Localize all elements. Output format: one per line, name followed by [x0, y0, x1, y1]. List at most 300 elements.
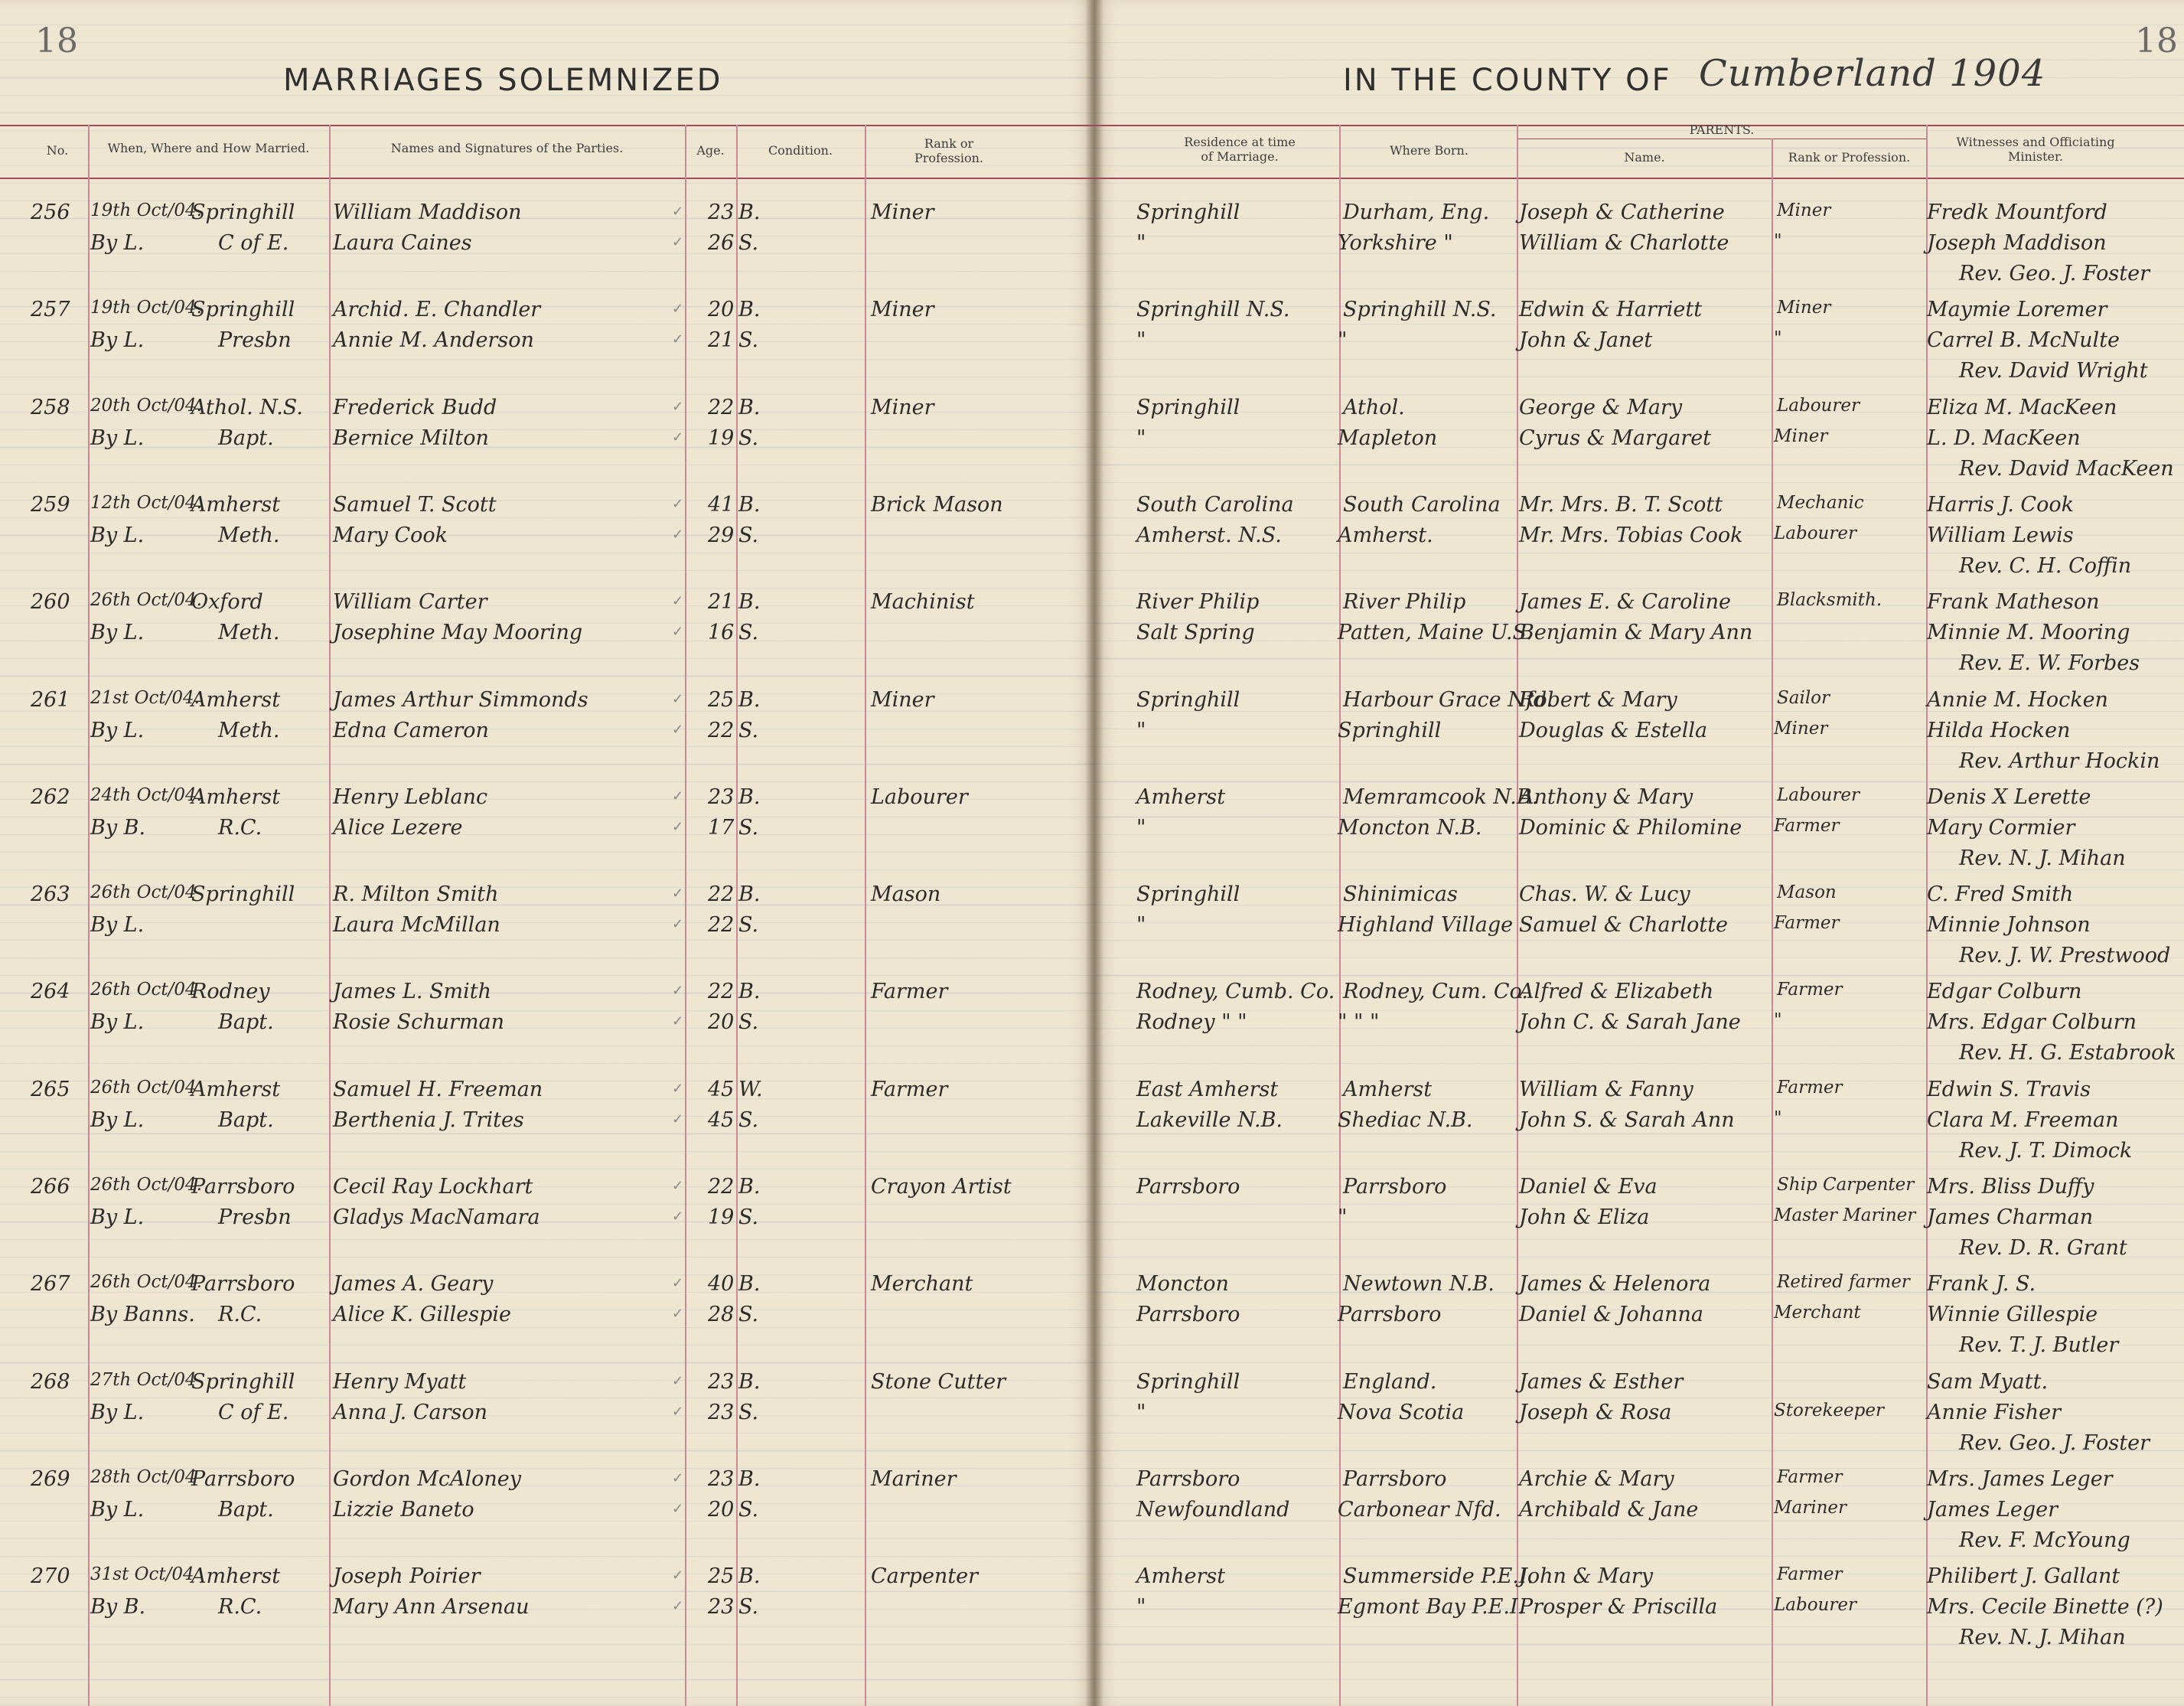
- bride-residence: Amherst. N.S.: [1136, 523, 1282, 547]
- bride-age: 20: [708, 1010, 735, 1035]
- marriage-place: Rodney: [191, 980, 270, 1004]
- col-rule: [1772, 139, 1773, 1706]
- groom-residence: Springhill: [1136, 201, 1240, 224]
- groom-name: R. Milton Smith: [333, 882, 499, 907]
- groom-residence: Springhill: [1136, 1369, 1240, 1394]
- bride-parents-rank: Labourer: [1774, 1595, 1856, 1616]
- witness-1: Fredk Mountford: [1927, 201, 2107, 224]
- groom-parents: Robert & Mary: [1519, 687, 1677, 712]
- groom-parents: James & Esther: [1519, 1369, 1684, 1394]
- denomination: Bapt.: [218, 1497, 274, 1522]
- col-rule: [1517, 125, 1518, 1706]
- groom-parents: James E. & Caroline: [1519, 590, 1731, 615]
- bride-condition: S.: [738, 328, 759, 353]
- bride-name: Laura McMillan: [333, 913, 500, 938]
- groom-parents: Archie & Mary: [1519, 1466, 1674, 1491]
- officiating-minister: Rev. F. McYoung: [1959, 1528, 2130, 1552]
- bride-parents-rank: Miner: [1774, 718, 1828, 739]
- witness-1: Maymie Loremer: [1927, 298, 2107, 322]
- book-gutter: [1085, 0, 1103, 1706]
- marriage-method: By L.: [90, 328, 145, 353]
- entry-number: 261: [31, 687, 70, 712]
- marriage-date: 12th Oct/04.: [90, 492, 202, 513]
- check-mark-icon: ✓: [672, 788, 684, 804]
- groom-name: William Carter: [333, 590, 487, 615]
- check-mark-icon: ✓: [672, 1567, 684, 1584]
- bride-parents: Archibald & Jane: [1519, 1497, 1699, 1522]
- bride-condition: S.: [738, 913, 759, 938]
- groom-birthplace: Harbour Grace Nfd.: [1343, 687, 1553, 712]
- bride-condition: S.: [738, 718, 759, 742]
- entry-number: 269: [31, 1466, 70, 1491]
- witness-1: Sam Myatt.: [1927, 1369, 2049, 1394]
- bride-condition: S.: [738, 1400, 759, 1424]
- bride-condition: S.: [738, 523, 759, 547]
- entry-number: 268: [31, 1369, 70, 1394]
- profession: Miner: [871, 687, 934, 712]
- officiating-minister: Rev. J. T. Dimock: [1959, 1138, 2133, 1163]
- entry-number: 258: [31, 395, 70, 419]
- col-rule: [329, 125, 331, 1706]
- marriage-place: Parrsboro: [191, 1466, 295, 1491]
- witness-2: William Lewis: [1927, 523, 2074, 547]
- bride-parents-rank: Farmer: [1774, 815, 1840, 836]
- groom-residence: Amherst: [1136, 1564, 1226, 1589]
- marriage-method: By Banns.: [90, 1303, 195, 1327]
- officiating-minister: Rev. N. J. Mihan: [1959, 846, 2126, 870]
- entry-number: 257: [31, 298, 70, 322]
- header-no: No.: [46, 143, 69, 158]
- bride-condition: S.: [738, 815, 759, 840]
- bride-age: 17: [708, 815, 735, 840]
- bride-condition: S.: [738, 1497, 759, 1522]
- check-mark-icon: ✓: [672, 818, 684, 835]
- bride-parents-rank: ": [1774, 1010, 1782, 1031]
- bride-condition: S.: [738, 1595, 759, 1620]
- denomination: R.C.: [218, 815, 262, 840]
- bride-age: 23: [708, 1400, 735, 1424]
- bride-name: Gladys MacNamara: [333, 1205, 540, 1229]
- denomination: Meth.: [218, 621, 280, 645]
- groom-condition: B.: [738, 784, 761, 809]
- marriage-method: By B.: [90, 1595, 146, 1620]
- denomination: R.C.: [218, 1595, 262, 1620]
- bride-parents-rank: Farmer: [1774, 913, 1840, 934]
- groom-condition: B.: [738, 590, 761, 615]
- marriage-method: By L.: [90, 913, 145, 938]
- profession: Mariner: [871, 1466, 957, 1491]
- bride-parents: Joseph & Rosa: [1519, 1400, 1672, 1424]
- groom-parents-rank: Labourer: [1777, 784, 1860, 805]
- witness-2: Mrs. Edgar Colburn: [1927, 1010, 2137, 1035]
- denomination: R.C.: [218, 1303, 262, 1327]
- bride-age: 19: [708, 426, 735, 450]
- profession: Mason: [871, 882, 941, 907]
- check-mark-icon: ✓: [672, 495, 684, 512]
- denomination: Presbn: [218, 1205, 292, 1229]
- bride-residence: Parrsboro: [1136, 1303, 1240, 1327]
- denomination: Presbn: [218, 328, 292, 353]
- bride-name: Lizzie Baneto: [333, 1497, 474, 1522]
- profession: Miner: [871, 298, 934, 322]
- check-mark-icon: ✓: [672, 1080, 684, 1097]
- entry-number: 260: [31, 590, 70, 615]
- witness-1: Eliza M. MacKeen: [1927, 395, 2117, 419]
- denomination: Meth.: [218, 718, 280, 742]
- officiating-minister: Rev. N. J. Mihan: [1959, 1626, 2126, 1650]
- groom-residence: Springhill: [1136, 882, 1240, 907]
- bride-age: 20: [708, 1497, 735, 1522]
- groom-residence: Parrsboro: [1136, 1175, 1240, 1199]
- groom-name: James Arthur Simmonds: [333, 687, 588, 712]
- witness-1: C. Fred Smith: [1927, 882, 2074, 907]
- marriage-place: Springhill: [191, 1369, 295, 1394]
- profession: Farmer: [871, 980, 948, 1004]
- witness-2: Mrs. Cecile Binette (?): [1927, 1595, 2163, 1620]
- groom-parents-rank: Mechanic: [1777, 492, 1864, 513]
- check-mark-icon: ✓: [672, 1209, 684, 1225]
- marriage-place: Amherst: [191, 784, 281, 809]
- bride-parents-rank: Labourer: [1774, 523, 1856, 543]
- profession: Farmer: [871, 1077, 948, 1101]
- bride-age: 29: [708, 523, 735, 547]
- witness-2: James Leger: [1927, 1497, 2059, 1522]
- profession: Merchant: [871, 1272, 973, 1297]
- profession: Miner: [871, 201, 934, 224]
- denomination: C of E.: [218, 231, 289, 255]
- groom-name: Henry Leblanc: [333, 784, 488, 809]
- officiating-minister: Rev. David MacKeen: [1959, 456, 2174, 481]
- bride-parents: Dominic & Philomine: [1519, 815, 1742, 840]
- marriage-date: 26th Oct/04: [90, 882, 197, 903]
- marriage-method: By B.: [90, 815, 146, 840]
- marriage-place: Athol. N.S.: [191, 395, 303, 419]
- bride-age: 21: [708, 328, 735, 353]
- groom-parents: James & Helenora: [1519, 1272, 1711, 1297]
- bride-birthplace: Mapleton: [1338, 426, 1438, 450]
- groom-name: James A. Geary: [333, 1272, 494, 1297]
- witness-1: Mrs. James Leger: [1927, 1466, 2113, 1491]
- denomination: Bapt.: [218, 1107, 274, 1132]
- officiating-minister: Rev. Geo. J. Foster: [1959, 262, 2150, 285]
- witness-1: Philibert J. Gallant: [1927, 1564, 2120, 1589]
- marriage-method: By L.: [90, 426, 145, 450]
- marriage-method: By L.: [90, 523, 145, 547]
- groom-condition: W.: [738, 1077, 763, 1101]
- bride-name: Bernice Milton: [333, 426, 489, 450]
- groom-condition: B.: [738, 1369, 761, 1394]
- bride-parents-rank: ": [1774, 328, 1782, 349]
- groom-parents-rank: Labourer: [1777, 395, 1860, 416]
- entry-number: 270: [31, 1564, 70, 1589]
- bride-birthplace: ": [1338, 1205, 1348, 1229]
- witness-2: Clara M. Freeman: [1927, 1107, 2119, 1132]
- witness-2: Winnie Gillespie: [1927, 1303, 2098, 1327]
- check-mark-icon: ✓: [672, 916, 684, 933]
- groom-residence: South Carolina: [1136, 492, 1294, 517]
- marriage-method: By L.: [90, 1010, 145, 1035]
- header-age: Age.: [696, 143, 725, 158]
- witness-2: Hilda Hocken: [1927, 718, 2071, 742]
- groom-parents-rank: Farmer: [1777, 1564, 1843, 1585]
- profession: Stone Cutter: [871, 1369, 1006, 1394]
- check-mark-icon: ✓: [672, 204, 684, 220]
- groom-parents: Alfred & Elizabeth: [1519, 980, 1714, 1004]
- groom-birthplace: Athol.: [1343, 395, 1405, 419]
- bride-parents: Douglas & Estella: [1519, 718, 1708, 742]
- bride-name: Alice Lezere: [333, 815, 463, 840]
- groom-parents: William & Fanny: [1519, 1077, 1693, 1101]
- witness-2: L. D. MacKeen: [1927, 426, 2081, 450]
- groom-parents-rank: Miner: [1777, 201, 1831, 220]
- bride-age: 26: [708, 231, 735, 255]
- groom-age: 25: [708, 687, 735, 712]
- bride-age: 45: [708, 1107, 735, 1132]
- check-mark-icon: ✓: [672, 1111, 684, 1127]
- bride-name: Josephine May Mooring: [333, 621, 583, 645]
- groom-condition: B.: [738, 298, 761, 322]
- bride-residence: ": [1136, 815, 1146, 840]
- bride-name: Mary Cook: [333, 523, 448, 547]
- groom-birthplace: South Carolina: [1343, 492, 1501, 517]
- check-mark-icon: ✓: [672, 398, 684, 415]
- groom-condition: B.: [738, 980, 761, 1004]
- groom-birthplace: Parrsboro: [1343, 1175, 1447, 1199]
- bride-name: Edna Cameron: [333, 718, 489, 742]
- check-mark-icon: ✓: [672, 1013, 684, 1030]
- bride-birthplace: Carbonear Nfd.: [1338, 1497, 1501, 1522]
- bride-age: 23: [708, 1595, 735, 1620]
- entry-number: 263: [31, 882, 70, 907]
- groom-name: Samuel T. Scott: [333, 492, 497, 517]
- marriage-date: 21st Oct/04.: [90, 687, 200, 708]
- bride-condition: S.: [738, 231, 759, 255]
- groom-name: Samuel H. Freeman: [333, 1077, 543, 1101]
- groom-condition: B.: [738, 687, 761, 712]
- groom-birthplace: England.: [1343, 1369, 1437, 1394]
- groom-age: 41: [708, 492, 735, 517]
- marriage-place: Amherst: [191, 492, 281, 517]
- bride-parents-rank: Miner: [1774, 426, 1828, 446]
- profession: Machinist: [871, 590, 975, 615]
- groom-name: Henry Myatt: [333, 1369, 467, 1394]
- groom-parents-rank: Farmer: [1777, 980, 1843, 1000]
- groom-parents: Joseph & Catherine: [1519, 201, 1725, 224]
- marriage-date: 20th Oct/04.: [90, 395, 202, 416]
- marriage-method: By L.: [90, 1205, 145, 1229]
- entry-number: 265: [31, 1077, 70, 1101]
- marriage-date: 31st Oct/04: [90, 1564, 194, 1585]
- check-mark-icon: ✓: [672, 983, 684, 1000]
- bride-residence: ": [1136, 718, 1146, 742]
- groom-age: 45: [708, 1077, 735, 1101]
- bride-residence: Lakeville N.B.: [1136, 1107, 1283, 1132]
- header-parents: PARENTS.: [1689, 122, 1755, 137]
- groom-residence: East Amherst: [1136, 1077, 1279, 1101]
- witness-1: Frank J. S.: [1927, 1272, 2036, 1297]
- groom-parents-rank: Ship Carpenter: [1777, 1175, 1915, 1195]
- groom-name: Joseph Poirier: [333, 1564, 481, 1589]
- header-parents-rank: Rank or Profession.: [1788, 150, 1911, 165]
- groom-age: 22: [708, 1175, 735, 1199]
- groom-parents: Chas. W. & Lucy: [1519, 882, 1690, 907]
- check-mark-icon: ✓: [672, 301, 684, 318]
- bride-name: Mary Ann Arsenau: [333, 1595, 530, 1620]
- marriage-method: By L.: [90, 621, 145, 645]
- check-mark-icon: ✓: [672, 1598, 684, 1615]
- check-mark-icon: ✓: [672, 526, 684, 543]
- bride-residence: ": [1136, 426, 1146, 450]
- witness-2: Carrel B. McNulte: [1927, 328, 2120, 353]
- witness-1: Edgar Colburn: [1927, 980, 2082, 1004]
- groom-age: 22: [708, 980, 735, 1004]
- groom-condition: B.: [738, 1564, 761, 1589]
- check-mark-icon: ✓: [672, 1178, 684, 1194]
- marriage-date: 26th Oct/04.: [90, 590, 202, 611]
- groom-age: 22: [708, 395, 735, 419]
- officiating-minister: Rev. T. J. Butler: [1959, 1333, 2119, 1358]
- profession: Miner: [871, 395, 934, 419]
- bride-residence: ": [1136, 1400, 1146, 1424]
- col-rule: [736, 125, 738, 1706]
- entry-number: 256: [31, 201, 70, 224]
- bride-condition: S.: [738, 1303, 759, 1327]
- witness-2: Minnie Johnson: [1927, 913, 2091, 938]
- marriage-place: Parrsboro: [191, 1175, 295, 1199]
- check-mark-icon: ✓: [672, 429, 684, 445]
- marriage-place: Amherst: [191, 1564, 281, 1589]
- entry-number: 266: [31, 1175, 70, 1199]
- groom-name: James L. Smith: [333, 980, 492, 1004]
- groom-birthplace: Amherst: [1343, 1077, 1433, 1101]
- header-names: Names and Signatures of the Parties.: [390, 141, 624, 155]
- bride-parents: Prosper & Priscilla: [1519, 1595, 1718, 1620]
- profession: Crayon Artist: [871, 1175, 1012, 1199]
- groom-condition: B.: [738, 395, 761, 419]
- bride-condition: S.: [738, 426, 759, 450]
- col-rule: [865, 125, 866, 1706]
- groom-age: 25: [708, 1564, 735, 1589]
- check-mark-icon: ✓: [672, 1372, 684, 1389]
- bride-parents: John & Janet: [1519, 328, 1653, 353]
- groom-name: Archid. E. Chandler: [333, 298, 541, 322]
- groom-residence: Springhill: [1136, 395, 1240, 419]
- groom-age: 22: [708, 882, 735, 907]
- groom-parents-rank: Farmer: [1777, 1077, 1843, 1098]
- header-condition: Condition.: [768, 143, 833, 158]
- check-mark-icon: ✓: [672, 234, 684, 250]
- profession: Brick Mason: [871, 492, 1003, 517]
- right-page-title: IN THE COUNTY OF: [1343, 63, 1672, 98]
- witness-2: Mary Cormier: [1927, 815, 2075, 840]
- bride-residence: ": [1136, 328, 1146, 353]
- marriage-date: 26th Oct/04: [90, 980, 197, 1000]
- groom-age: 21: [708, 590, 735, 615]
- entry-number: 264: [31, 980, 70, 1004]
- marriage-place: Oxford: [191, 590, 263, 615]
- marriage-date: 26th Oct/04.: [90, 1272, 202, 1293]
- groom-birthplace: Summerside P.E.I.: [1343, 1564, 1534, 1589]
- witness-1: Mrs. Bliss Duffy: [1927, 1175, 2094, 1199]
- denomination: Bapt.: [218, 1010, 274, 1035]
- groom-parents-rank: Sailor: [1777, 687, 1830, 708]
- witness-1: Frank Matheson: [1927, 590, 2100, 615]
- groom-name: William Maddison: [333, 201, 522, 224]
- groom-birthplace: Parrsboro: [1343, 1466, 1447, 1491]
- marriage-date: 26th Oct/04: [90, 1077, 197, 1098]
- groom-condition: B.: [738, 201, 761, 224]
- marriage-method: By L.: [90, 1497, 145, 1522]
- witness-1: Denis X Lerette: [1927, 784, 2091, 809]
- groom-age: 23: [708, 1369, 735, 1394]
- check-mark-icon: ✓: [672, 593, 684, 610]
- bride-age: 19: [708, 1205, 735, 1229]
- groom-parents-rank: Retired farmer: [1777, 1272, 1910, 1293]
- groom-parents: Daniel & Eva: [1519, 1175, 1658, 1199]
- groom-parents: Edwin & Harriett: [1519, 298, 1703, 322]
- bride-residence: ": [1136, 231, 1146, 255]
- bride-parents: John S. & Sarah Ann: [1519, 1107, 1735, 1132]
- groom-parents-rank: Mason: [1777, 882, 1837, 903]
- witness-1: Edwin S. Travis: [1927, 1077, 2091, 1101]
- bride-birthplace: ": [1338, 328, 1348, 353]
- groom-age: 23: [708, 784, 735, 809]
- bride-birthplace: Egmont Bay P.E.I.: [1338, 1595, 1525, 1620]
- marriage-place: Amherst: [191, 687, 281, 712]
- marriage-method: By L.: [90, 1400, 145, 1424]
- bride-parents: John C. & Sarah Jane: [1519, 1010, 1741, 1035]
- marriage-date: 19th Oct/04.: [90, 298, 202, 318]
- groom-age: 23: [708, 1466, 735, 1491]
- bride-birthplace: Yorkshire ": [1338, 231, 1453, 255]
- check-mark-icon: ✓: [672, 1306, 684, 1323]
- bride-age: 22: [708, 913, 735, 938]
- witness-2: James Charman: [1927, 1205, 2094, 1229]
- header-bottom-rule: [0, 178, 2184, 179]
- bride-residence: Rodney " ": [1136, 1010, 1247, 1035]
- groom-birthplace: River Philip: [1343, 590, 1466, 615]
- bride-parents: William & Charlotte: [1519, 231, 1729, 255]
- groom-parents-rank: Blacksmith.: [1777, 590, 1882, 611]
- bride-residence: ": [1136, 1595, 1146, 1620]
- witness-2: Joseph Maddison: [1927, 231, 2107, 255]
- groom-parents-rank: Miner: [1777, 298, 1831, 318]
- profession: Carpenter: [871, 1564, 979, 1589]
- bride-age: 22: [708, 718, 735, 742]
- check-mark-icon: ✓: [672, 331, 684, 348]
- marriage-place: Amherst: [191, 1077, 281, 1101]
- marriage-method: By L.: [90, 1107, 145, 1132]
- groom-condition: B.: [738, 882, 761, 907]
- bride-parents: Samuel & Charlotte: [1519, 913, 1729, 938]
- bride-parents: Cyrus & Margaret: [1519, 426, 1712, 450]
- officiating-minister: Rev. E. W. Forbes: [1959, 651, 2140, 676]
- witness-2: Minnie M. Mooring: [1927, 621, 2130, 645]
- bride-parents-rank: Merchant: [1774, 1303, 1861, 1323]
- bride-condition: S.: [738, 1205, 759, 1229]
- bride-birthplace: Amherst.: [1338, 523, 1433, 547]
- groom-residence: River Philip: [1136, 590, 1260, 615]
- groom-age: 20: [708, 298, 735, 322]
- right-page-number: 18: [2135, 21, 2178, 60]
- bride-birthplace: Shediac N.B.: [1338, 1107, 1473, 1132]
- bride-parents-rank: Storekeeper: [1774, 1400, 1884, 1421]
- officiating-minister: Rev. H. G. Estabrook: [1959, 1041, 2176, 1065]
- groom-parents: George & Mary: [1519, 395, 1683, 419]
- check-mark-icon: ✓: [672, 624, 684, 641]
- bride-name: Berthenia J. Trites: [333, 1107, 524, 1132]
- check-mark-icon: ✓: [672, 886, 684, 902]
